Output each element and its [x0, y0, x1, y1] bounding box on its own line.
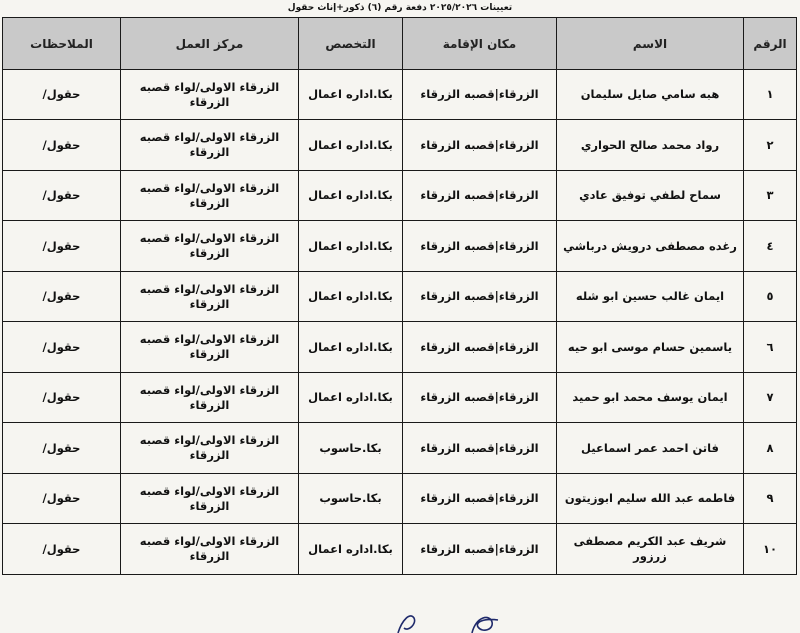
cell-name: هبه سامي صايل سليمان — [557, 70, 744, 120]
table-row — [3, 524, 797, 575]
document-title: تعيينات ٢٠٢٥/٢٠٢٦ دفعة رقم (٦) ذكور+إناث حقول — [287, 3, 513, 13]
cell-residence: الزرقاء|قصبه الزرقاء — [403, 373, 557, 423]
cell-residence: الزرقاء|قصبه الزرقاء — [403, 221, 557, 272]
cell-num: ١ — [744, 70, 797, 120]
cell-specialization: بكا.اداره اعمال — [299, 272, 403, 322]
cell-residence: الزرقاء|قصبه الزرقاء — [403, 474, 557, 524]
cell-specialization: بكا.اداره اعمال — [299, 322, 403, 373]
cell-num: ٥ — [744, 272, 797, 322]
cell-num: ٣ — [744, 171, 797, 221]
cell-specialization: بكا.اداره اعمال — [299, 373, 403, 423]
table-row — [3, 221, 797, 272]
cell-name: شريف عبد الكريم مصطفى زرزور — [557, 524, 744, 575]
header-residence: مكان الإقامة — [403, 18, 557, 70]
cell-notes: حقول/ — [3, 474, 121, 524]
cell-work-center: الزرقاء الاولى/لواء قصبه الزرقاء — [121, 373, 299, 423]
cell-name: سماح لطفي توفيق عادي — [557, 171, 744, 221]
cell-num: ٢ — [744, 120, 797, 171]
table-row — [3, 120, 797, 171]
table-row — [3, 171, 797, 221]
table-row — [3, 474, 797, 524]
cell-work-center: الزرقاء الاولى/لواء قصبه الزرقاء — [121, 221, 299, 272]
cell-num: ٨ — [744, 423, 797, 474]
cell-name: ياسمين حسام موسى ابو حيه — [557, 322, 744, 373]
appointments-table — [2, 17, 797, 575]
cell-notes: حقول/ — [3, 272, 121, 322]
header-num: الرقم — [744, 18, 797, 70]
table-header-row — [3, 18, 797, 70]
cell-notes: حقول/ — [3, 171, 121, 221]
cell-work-center: الزرقاء الاولى/لواء قصبه الزرقاء — [121, 423, 299, 474]
header-name: الاسم — [557, 18, 744, 70]
table-row — [3, 423, 797, 474]
cell-notes: حقول/ — [3, 524, 121, 575]
cell-residence: الزرقاء|قصبه الزرقاء — [403, 423, 557, 474]
cell-notes: حقول/ — [3, 373, 121, 423]
cell-notes: حقول/ — [3, 423, 121, 474]
cell-specialization: بكا.اداره اعمال — [299, 221, 403, 272]
cell-specialization: بكا.اداره اعمال — [299, 70, 403, 120]
table-row — [3, 322, 797, 373]
cell-name: رغده مصطفى درويش درباشي — [557, 221, 744, 272]
cell-num: ١٠ — [744, 524, 797, 575]
header-specialization: التخصص — [299, 18, 403, 70]
table-row — [3, 70, 797, 120]
cell-residence: الزرقاء|قصبه الزرقاء — [403, 120, 557, 171]
cell-notes: حقول/ — [3, 322, 121, 373]
cell-notes: حقول/ — [3, 120, 121, 171]
cell-specialization: بكا.اداره اعمال — [299, 171, 403, 221]
cell-name: فاطمه عبد الله سليم ابوزيتون — [557, 474, 744, 524]
signature-mark — [380, 606, 540, 633]
cell-name: رواد محمد صالح الحواري — [557, 120, 744, 171]
cell-specialization: بكا.حاسوب — [299, 423, 403, 474]
cell-specialization: بكا.حاسوب — [299, 474, 403, 524]
cell-specialization: بكا.اداره اعمال — [299, 120, 403, 171]
cell-work-center: الزرقاء الاولى/لواء قصبه الزرقاء — [121, 524, 299, 575]
header-notes: الملاحظات — [3, 18, 121, 70]
cell-specialization: بكا.اداره اعمال — [299, 524, 403, 575]
cell-residence: الزرقاء|قصبه الزرقاء — [403, 322, 557, 373]
header-work-center: مركز العمل — [121, 18, 299, 70]
cell-work-center: الزرقاء الاولى/لواء قصبه الزرقاء — [121, 322, 299, 373]
cell-num: ٩ — [744, 474, 797, 524]
cell-num: ٧ — [744, 373, 797, 423]
cell-residence: الزرقاء|قصبه الزرقاء — [403, 70, 557, 120]
cell-work-center: الزرقاء الاولى/لواء قصبه الزرقاء — [121, 171, 299, 221]
cell-residence: الزرقاء|قصبه الزرقاء — [403, 524, 557, 575]
cell-notes: حقول/ — [3, 70, 121, 120]
cell-name: ايمان غالب حسين ابو شله — [557, 272, 744, 322]
cell-num: ٦ — [744, 322, 797, 373]
cell-residence: الزرقاء|قصبه الزرقاء — [403, 272, 557, 322]
table-row — [3, 272, 797, 322]
cell-notes: حقول/ — [3, 221, 121, 272]
cell-work-center: الزرقاء الاولى/لواء قصبه الزرقاء — [121, 474, 299, 524]
cell-num: ٤ — [744, 221, 797, 272]
cell-work-center: الزرقاء الاولى/لواء قصبه الزرقاء — [121, 70, 299, 120]
table-row — [3, 373, 797, 423]
cell-residence: الزرقاء|قصبه الزرقاء — [403, 171, 557, 221]
cell-work-center: الزرقاء الاولى/لواء قصبه الزرقاء — [121, 120, 299, 171]
cell-name: فاتن احمد عمر اسماعيل — [557, 423, 744, 474]
cell-name: ايمان يوسف محمد ابو حميد — [557, 373, 744, 423]
cell-work-center: الزرقاء الاولى/لواء قصبه الزرقاء — [121, 272, 299, 322]
